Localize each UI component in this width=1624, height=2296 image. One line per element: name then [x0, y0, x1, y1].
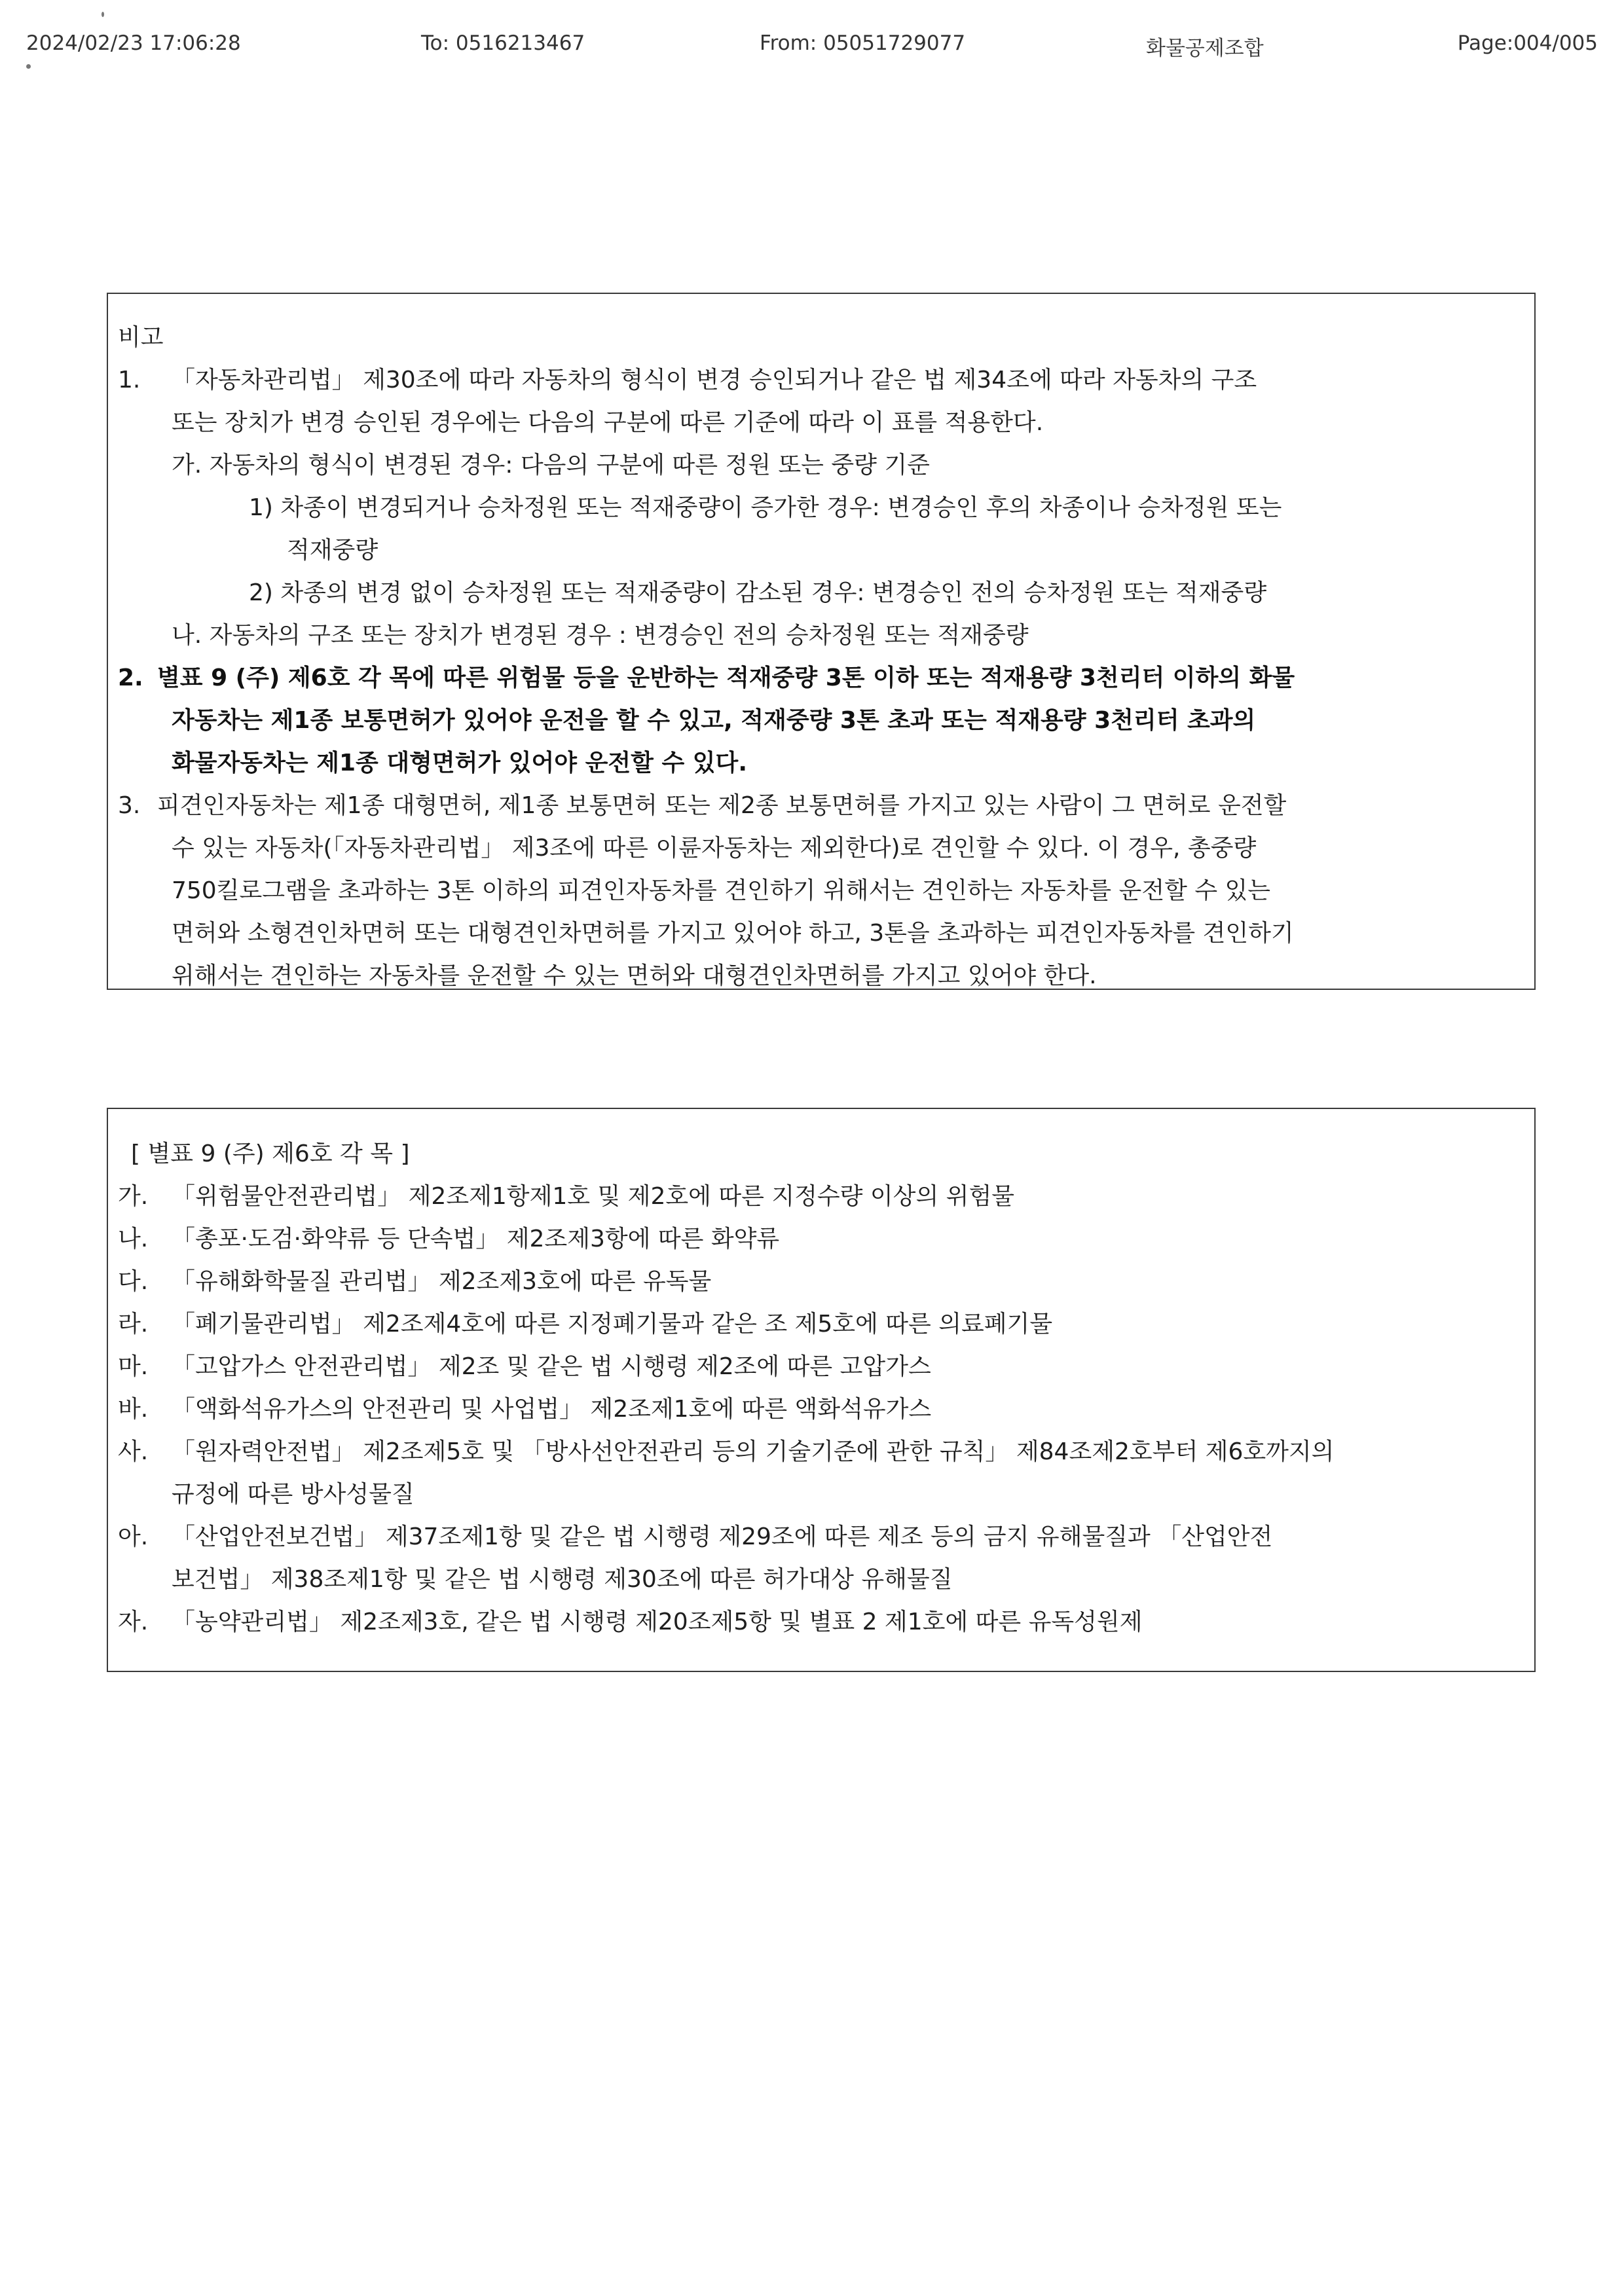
annex-item-marker: 라. [118, 1311, 149, 1338]
annex-item-marker: 마. [118, 1353, 149, 1380]
annex-item [118, 1430, 1521, 1473]
remark-item-2-line-3: 화물자동차는 제1종 대형면허가 있어야 운전할 수 있다. [172, 750, 747, 776]
annex-title: [ 별표 9 (주) 제6호 각 목 ] [131, 1140, 410, 1167]
fax-to-number: To: 0516213467 [421, 31, 585, 55]
annex-item-text: 「폐기물관리법」 제2조제4호에 따른 지정폐기물과 같은 조 제5호에 따른 의료폐기물 [172, 1311, 1053, 1338]
remark-item-3 [118, 784, 1521, 827]
fax-page-count: Page:004/005 [1457, 31, 1598, 55]
remark-item-marker: 2. [118, 665, 143, 691]
fax-header [26, 31, 1598, 60]
remark-item-2 [118, 657, 1521, 699]
annex-item-text: 「위험물안전관리법」 제2조제1항제1호 및 제2호에 따른 지정수량 이상의 위험물 [172, 1183, 1015, 1210]
annex-item [118, 1345, 1521, 1388]
annex-item-text-continued: 보건법」 제38조제1항 및 같은 법 시행령 제30조에 따른 허가대상 유해물질 [172, 1566, 953, 1593]
annex-item-text: 「원자력안전법」 제2조제5호 및 「방사선안전관리 등의 기술기준에 관한 규칙」 제84조제2호부터 제6호까지의 [172, 1438, 1335, 1465]
annex-item [118, 1516, 1521, 1558]
annex-box [107, 1108, 1536, 1672]
remark-item-marker: 3. [118, 792, 141, 819]
remark-item-2-line-2: 자동차는 제1종 보통면허가 있어야 운전을 할 수 있고, 적재중량 3톤 초과 또는 적재용량 3천리터 초과의 [172, 707, 1256, 734]
remark-item-3-line-2: 수 있는 자동차(「자동차관리법」 제3조에 따른 이륜자동차는 제외한다)로 견인할 수 있다. 이 경우, 총중량 [172, 835, 1257, 862]
remark-item-1-ga: 가. 자동차의 형식이 변경된 경우: 다음의 구분에 따른 정원 또는 중량 기준 [172, 452, 930, 479]
remark-item-1-line-2: 또는 장치가 변경 승인된 경우에는 다음의 구분에 따른 기준에 따라 이 표를 적용한다. [172, 409, 1044, 436]
scan-speck [26, 64, 31, 69]
annex-item [118, 1388, 1521, 1430]
remark-item-1-ga-1-line-2: 적재중량 [287, 537, 378, 564]
annex-item-text: 「산업안전보건법」 제37조제1항 및 같은 법 시행령 제29조에 따른 제조 등의 금지 유해물질과 「산업안전 [172, 1523, 1273, 1550]
annex-item [118, 1175, 1521, 1218]
annex-item-marker: 자. [118, 1609, 149, 1635]
annex-item-text: 「유해화학물질 관리법」 제2조제3호에 따른 유독물 [172, 1268, 712, 1295]
remark-item-1-ga-1-line-1: 1) 차종이 변경되거나 승차정원 또는 적재중량이 증가한 경우: 변경승인 후의 차종이나 승차정원 또는 [249, 494, 1282, 521]
remarks-heading: 비고 [118, 324, 164, 351]
remark-item-1-line-1: 「자동차관리법」 제30조에 따라 자동차의 형식이 변경 승인되거나 같은 법 제34조에 따라 자동차의 구조 [172, 367, 1257, 393]
annex-item-text-continued: 규정에 따른 방사성물질 [172, 1481, 415, 1508]
remark-item-marker: 1. [118, 367, 141, 393]
remark-item-3-line-1: 피견인자동차는 제1종 대형면허, 제1종 보통면허 또는 제2종 보통면허를 가지고 있는 사람이 그 면허로 운전할 [157, 792, 1287, 819]
remark-item-3-line-3: 750킬로그램을 초과하는 3톤 이하의 피견인자동차를 견인하기 위해서는 견인하는 자동차를 운전할 수 있는 [172, 877, 1271, 904]
annex-item-marker: 다. [118, 1268, 149, 1295]
remark-item-2-line-1: 별표 9 (주) 제6호 각 목에 따른 위험물 등을 운반하는 적재중량 3톤 이하 또는 적재용량 3천리터 이하의 화물 [157, 665, 1295, 691]
annex-item [118, 1601, 1521, 1643]
fax-from-number: From: 05051729077 [760, 31, 966, 55]
annex-item [118, 1218, 1521, 1260]
remarks-box [107, 293, 1536, 990]
annex-item [118, 1303, 1521, 1345]
annex-item-marker: 나. [118, 1226, 149, 1252]
annex-item-marker: 사. [118, 1438, 149, 1465]
annex-item-text: 「액화석유가스의 안전관리 및 사업법」 제2조제1호에 따른 액화석유가스 [172, 1396, 932, 1423]
fax-datetime: 2024/02/23 17:06:28 [26, 31, 241, 55]
annex-item-text: 「농약관리법」 제2조제3호, 같은 법 시행령 제20조제5항 및 별표 2 제1호에 따른 유독성원제 [172, 1609, 1143, 1635]
annex-item-marker: 바. [118, 1396, 149, 1423]
remark-item-3-line-5: 위해서는 견인하는 자동차를 운전할 수 있는 면허와 대형견인차면허를 가지고 있어야 한다. [172, 962, 1097, 989]
remark-item-1-ga-2: 2) 차종의 변경 없이 승차정원 또는 적재중량이 감소된 경우: 변경승인 전의 승차정원 또는 적재중량 [249, 579, 1267, 606]
remark-item-3-line-4: 면허와 소형견인차면허 또는 대형견인차면허를 가지고 있어야 하고, 3톤을 초과하는 피견인자동차를 견인하기 [172, 920, 1294, 947]
annex-item [118, 1260, 1521, 1303]
fax-sender-name: 화물공제조합 [1146, 37, 1264, 60]
remark-item-1-na: 나. 자동차의 구조 또는 장치가 변경된 경우 : 변경승인 전의 승차정원 또는 적재중량 [172, 622, 1029, 649]
annex-item-text: 「고압가스 안전관리법」 제2조 및 같은 법 시행령 제2조에 따른 고압가스 [172, 1353, 931, 1380]
annex-item-marker: 아. [118, 1523, 149, 1550]
annex-item-text: 「총포·도검·화약류 등 단속법」 제2조제3항에 따른 화약류 [172, 1226, 780, 1252]
scan-speck [101, 12, 104, 17]
annex-item-marker: 가. [118, 1183, 149, 1210]
remark-item-1 [118, 359, 1521, 401]
